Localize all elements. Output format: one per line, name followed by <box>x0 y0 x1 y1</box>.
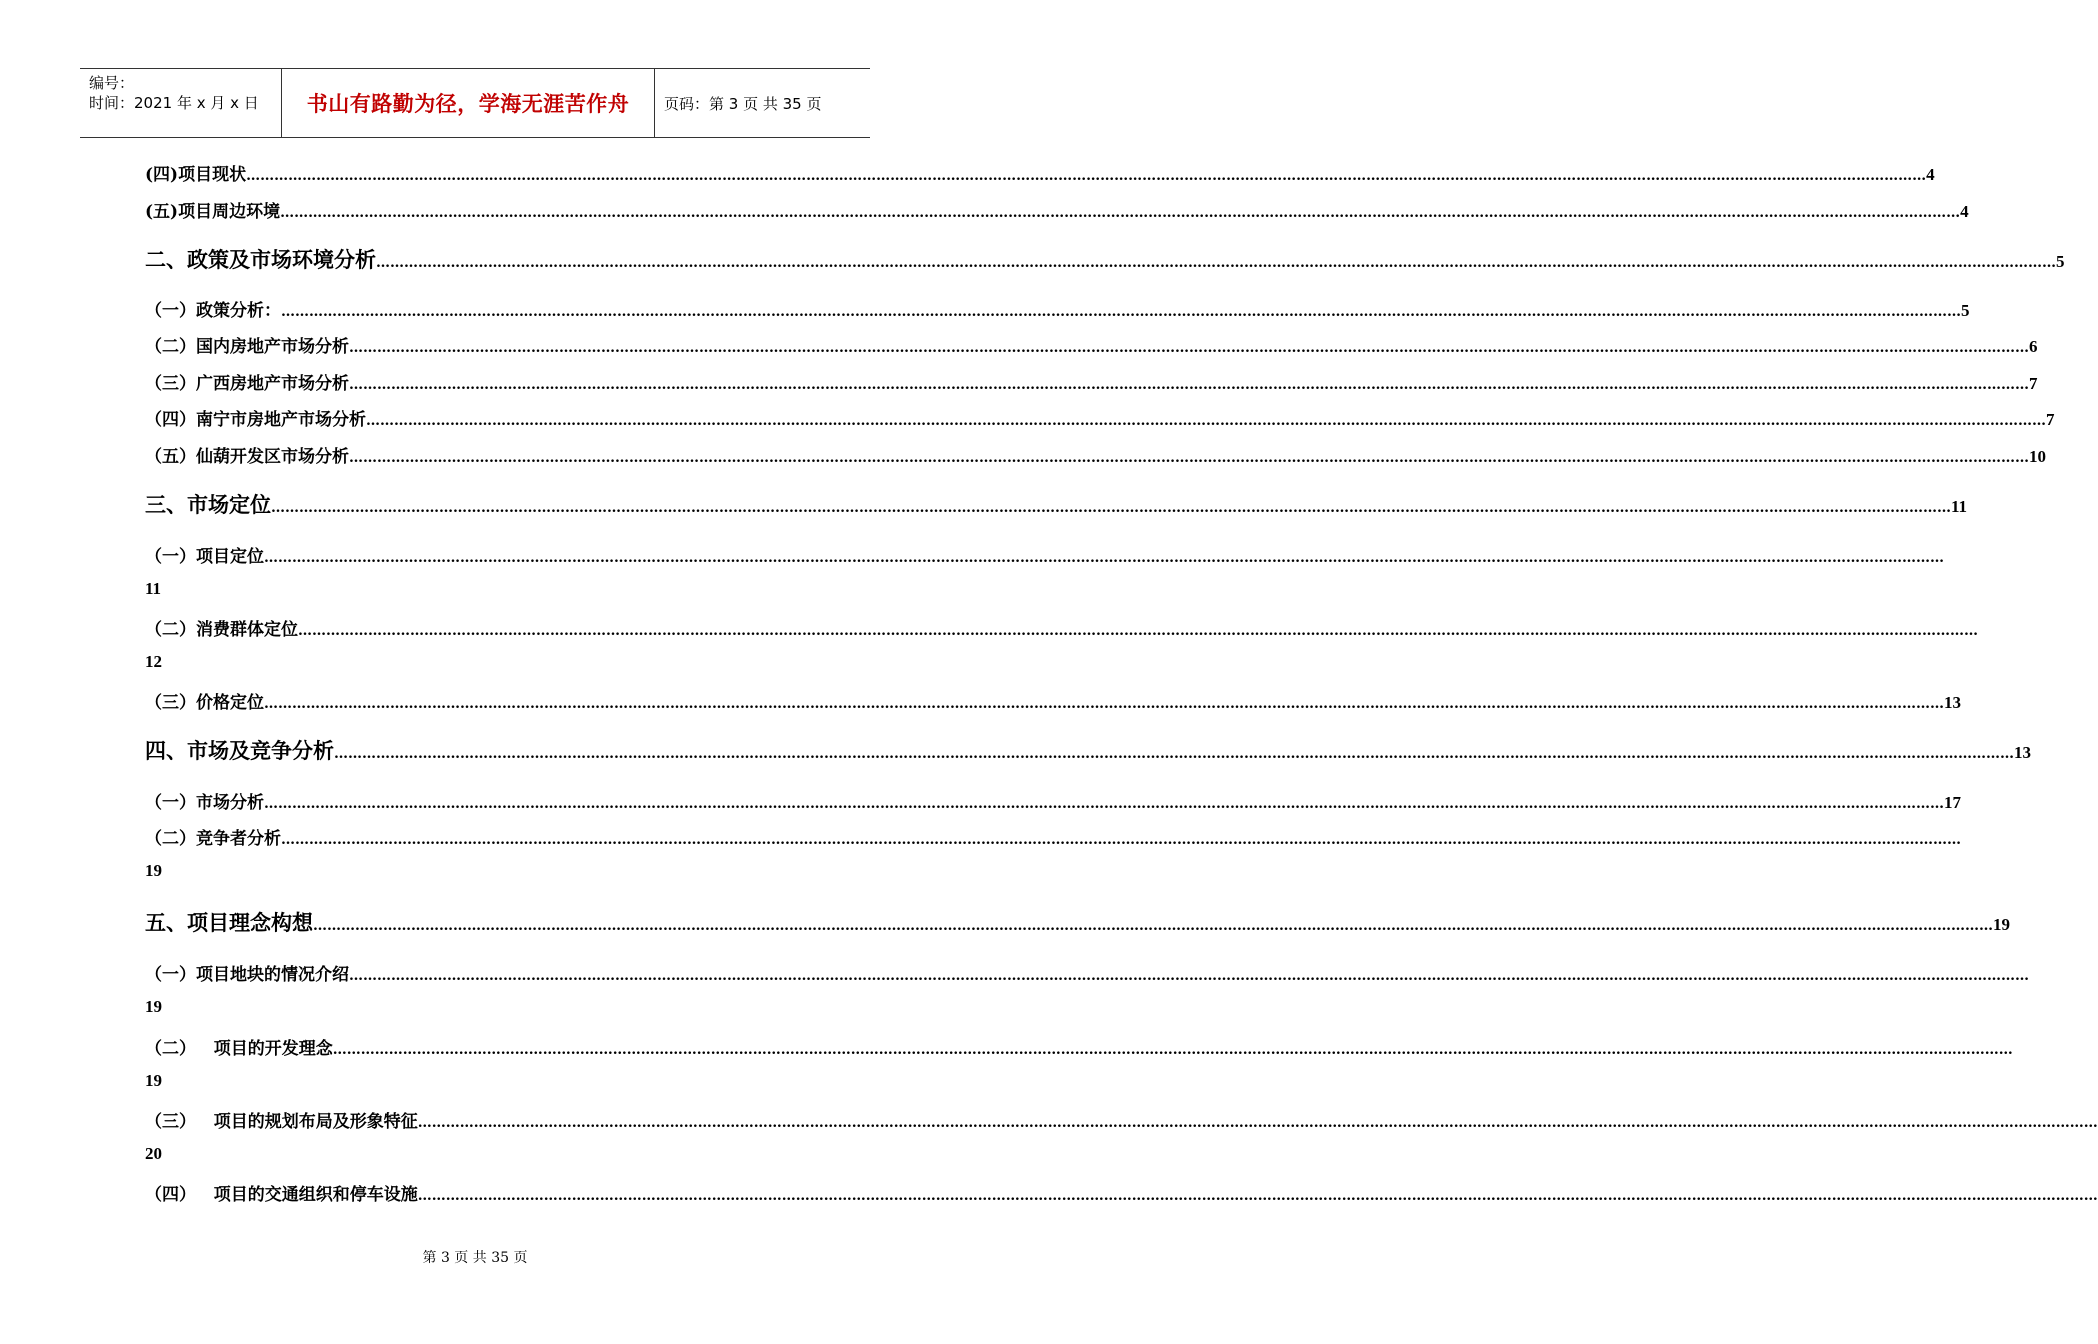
toc-leader: ……………………………………………………………………………………………………………………………………………………………………………………………………………………………………………………………………………………………………………………………… <box>366 413 2046 429</box>
toc-entry-label: （二）国内房地产市场分析 <box>145 337 349 357</box>
toc-entry[interactable] <box>145 615 1978 640</box>
toc-entry[interactable] <box>145 1107 2098 1132</box>
toc-leader: ……………………………………………………………………………………………………………………………………………………………………………………………………………………………………………………………………………………………………………………………… <box>332 1042 2013 1058</box>
toc-entry-page: 7 <box>2029 374 2038 393</box>
header-motto-cell <box>282 69 655 137</box>
toc-leader: ……………………………………………………………………………………………………………………………………………………………………………………………………………………………………………………………………………………………………………………………… <box>349 450 2029 466</box>
page-info: 页码：第 3 页 共 35 页 <box>664 94 822 113</box>
page-footer: 第 3 页 共 35 页 <box>422 1250 528 1266</box>
toc-entry-label: 二、政策及市场环境分析 <box>145 247 376 272</box>
toc-entry-page: 11 <box>1951 497 1968 516</box>
toc-leader: ……………………………………………………………………………………………………………………………………………………………………………………………………………………………………………………………………………………………………………………………… <box>298 623 1978 639</box>
toc-entry-page: 6 <box>2029 337 2038 356</box>
toc-leader: ……………………………………………………………………………………………………………………………………………………………………………………………………………………………………………………………………………………………………………………………… <box>280 205 1961 221</box>
toc-entry-label: （一）项目定位 <box>145 547 264 567</box>
toc-entry-page: 13 <box>2014 743 2031 762</box>
toc-entry-label: (四)项目现状 <box>145 165 247 185</box>
toc-leader: ……………………………………………………………………………………………………………………………………………………………………………………………………………………………………………………………………………………………………………………………… <box>334 746 2014 762</box>
toc-leader: ……………………………………………………………………………………………………………………………………………………………………………………………………………………………………………………………………………………………………………………………… <box>376 255 2056 271</box>
toc-entry-page: 11 <box>145 579 162 598</box>
toc-entry[interactable] <box>145 369 2038 394</box>
toc-entry-label: （一）政策分析： <box>145 301 281 321</box>
toc-entry[interactable] <box>145 332 2038 357</box>
toc-entry[interactable] <box>145 197 1969 222</box>
toc-entry-label: （四）南宁市房地产市场分析 <box>145 410 366 430</box>
toc-entry-page: 17 <box>1944 793 1961 812</box>
toc-entry-label: （二）竞争者分析 <box>145 829 281 849</box>
toc-entry-label: （一）市场分析 <box>145 793 264 813</box>
toc-entry-page: 19 <box>145 861 162 880</box>
toc-entry-page: 4 <box>1960 202 1969 221</box>
header-meta <box>80 69 282 137</box>
toc-entry[interactable] <box>145 442 2046 467</box>
toc-leader: ……………………………………………………………………………………………………………………………………………………………………………………………………………………………………………………………………………………………………………………………… <box>264 550 1944 566</box>
toc-entry-label: （三）价格定位 <box>145 693 264 713</box>
toc-leader: ……………………………………………………………………………………………………………………………………………………………………………………………………………………………………………………………………………………………………………………………… <box>349 968 2029 984</box>
toc-entry[interactable] <box>145 960 2029 985</box>
toc-entry-label: （五）仙葫开发区市场分析 <box>145 447 349 467</box>
toc-chapter[interactable] <box>145 735 2031 765</box>
toc-entry-page: 19 <box>145 997 162 1016</box>
toc-entry[interactable] <box>145 688 1961 713</box>
toc-leader: ……………………………………………………………………………………………………………………………………………………………………………………………………………………………………………………………………………………………………………………………… <box>246 168 1927 184</box>
page-header <box>80 68 870 138</box>
toc-entry-page: 20 <box>145 1144 162 1163</box>
toc-entry-page: 7 <box>2046 410 2055 429</box>
toc-leader: ……………………………………………………………………………………………………………………………………………………………………………………………………………………………………………………………………………………………………………………………… <box>349 377 2029 393</box>
header-page-cell <box>655 69 870 137</box>
toc-entry[interactable] <box>145 405 2055 430</box>
toc-entry[interactable] <box>145 1034 2013 1059</box>
toc-entry[interactable] <box>145 542 1944 567</box>
toc-entry-page: 13 <box>1944 693 1961 712</box>
toc-entry-page: 19 <box>1993 915 2010 934</box>
toc-entry-label: （三） 项目的规划布局及形象特征 <box>145 1112 418 1132</box>
toc-entry-page: 5 <box>2056 252 2065 271</box>
toc-leader: ……………………………………………………………………………………………………………………………………………………………………………………………………………………………………………………………………………………………………………………………… <box>281 832 1961 848</box>
toc-entry-label: （一）项目地块的情况介绍 <box>145 965 349 985</box>
toc-entry-label: （二） 项目的开发理念 <box>145 1039 333 1059</box>
toc-leader: ……………………………………………………………………………………………………………………………………………………………………………………………………………………………………………………………………………………………………………………………… <box>417 1115 2098 1131</box>
toc-leader: ……………………………………………………………………………………………………………………………………………………………………………………………………………………………………………………………………………………………………………………………… <box>349 340 2029 356</box>
toc-leader: ……………………………………………………………………………………………………………………………………………………………………………………………………………………………………………………………………………………………………………………………… <box>313 918 1993 934</box>
toc-leader: ……………………………………………………………………………………………………………………………………………………………………………………………………………………………………………………………………………………………………………………………… <box>264 796 1944 812</box>
toc-entry-label: 五、项目理念构想 <box>145 910 313 935</box>
motto: 书山有路勤为径，学海无涯苦作舟 <box>306 92 630 116</box>
toc-entry[interactable] <box>145 1180 2098 1205</box>
toc-entry[interactable] <box>145 160 1935 185</box>
toc-entry[interactable] <box>145 824 1961 849</box>
toc-leader: ……………………………………………………………………………………………………………………………………………………………………………………………………………………………………………………………………………………………………………………………… <box>271 500 1951 516</box>
toc-leader: ……………………………………………………………………………………………………………………………………………………………………………………………………………………………………………………………………………………………………………………………… <box>417 1188 2098 1204</box>
toc-entry-label: 三、市场定位 <box>145 492 271 517</box>
toc-leader: ……………………………………………………………………………………………………………………………………………………………………………………………………………………………………………………………………………………………………………………………… <box>264 696 1944 712</box>
toc-entry-label: （四） 项目的交通组织和停车设施 <box>145 1185 418 1205</box>
toc-entry-label: （二）消费群体定位 <box>145 620 298 640</box>
toc-entry[interactable] <box>145 788 1961 813</box>
toc-entry-label: 四、市场及竞争分析 <box>145 738 334 763</box>
toc-chapter[interactable] <box>145 489 1968 519</box>
time-label: 时间：2021 年 x 月 x 日 <box>89 94 259 112</box>
toc-chapter[interactable] <box>145 907 2010 937</box>
toc-entry[interactable] <box>145 296 1970 321</box>
serial-label: 编号： <box>89 74 135 92</box>
toc-entry-page: 10 <box>2029 447 2046 466</box>
toc-entry-page: 5 <box>1961 301 1970 320</box>
toc-entry-page: 4 <box>1926 165 1935 184</box>
toc-leader: ……………………………………………………………………………………………………………………………………………………………………………………………………………………………………………………………………………………………………………………………… <box>281 304 1961 320</box>
toc-entry-page: 19 <box>145 1071 162 1090</box>
toc-entry-label: (五)项目周边环境 <box>145 202 281 222</box>
toc-chapter[interactable] <box>145 244 2065 274</box>
toc-entry-label: （三）广西房地产市场分析 <box>145 374 349 394</box>
toc-entry-page: 12 <box>145 652 162 671</box>
